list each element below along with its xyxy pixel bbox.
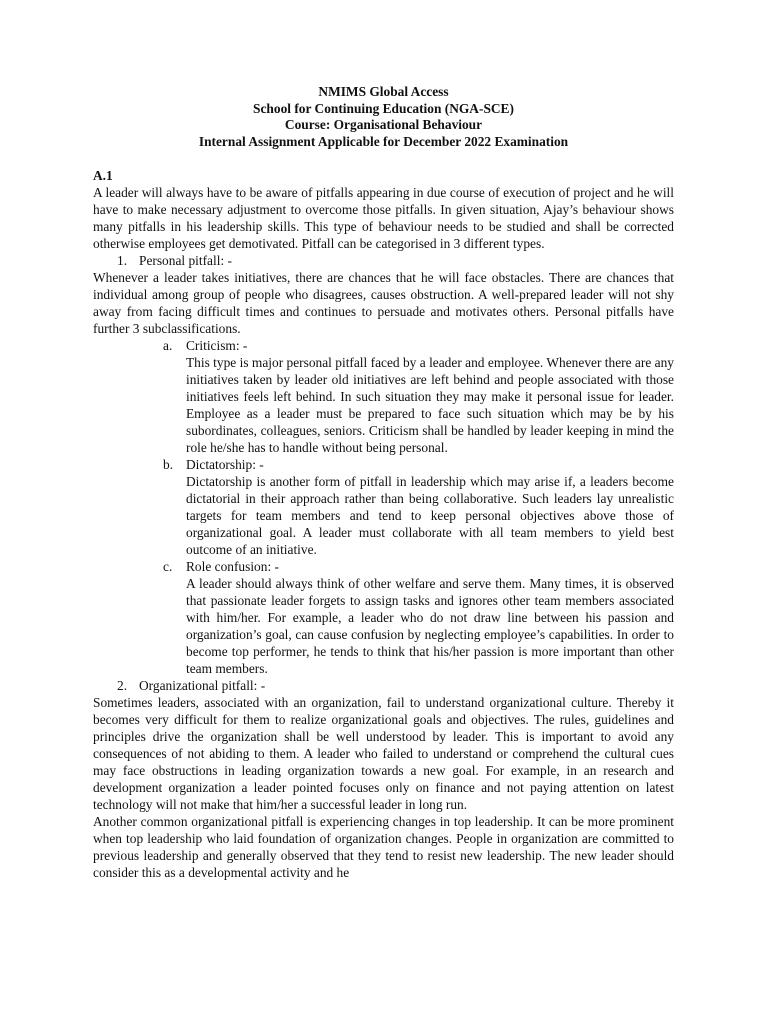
intro-paragraph: A leader will always have to be aware of pitfalls appearing in due course of execution of project and he will have to make necessary adjustment to overcome those pitfalls. In given situation, Ajay’s behaviour shows many pitfalls in his leadership skills. This type of behaviour needs to be studied and shall be corrected otherwise employees get demotivated. Pitfall can be categorised in 3 different types. [93, 185, 674, 251]
personal-pitfall-paragraph: Whenever a leader takes initiatives, there are chances that he will face obstacles. There are chances that individual among group of people who disagrees, causes obstruction. A well-prepared leader will not shy away from facing difficult times and continues to persuade and motivates others. Personal pitfalls have further 3 subclassifications. [93, 270, 674, 336]
document-header [93, 84, 674, 150]
list-label: Organizational pitfall: - [139, 678, 266, 693]
header-institution: NMIMS Global Access [318, 84, 449, 99]
subitem-letter: b. [163, 457, 174, 472]
section-title: A.1 [93, 168, 113, 183]
list-number: 1. [117, 253, 128, 268]
organizational-pitfall-paragraph-1: Sometimes leaders, associated with an organization, fail to understand organizational culture. Thereby it becomes very difficult for them to realize organizational goals and objectives. The rules, guidelines and principles drive the organization shall be well understood by leader. This is important to avoid any consequences of not abiding to them. A leader who failed to understand or comprehend the cultural cues may face obstructions in leading organization towards a new goal. For example, in an research and development organization a leader pointed focuses only on finance and not paying attention on latest technology will not make that him/her a successful leader in long run. [93, 695, 674, 812]
subitem-role-confusion [93, 558, 674, 575]
subitem-criticism [93, 337, 674, 354]
organizational-pitfall-paragraph-2: Another common organizational pitfall is experiencing changes in top leadership. It can be more prominent when top leadership who laid foundation of organization changes. People in organization are committed to previous leadership and generally observed that they tend to resist new leadership. The new leader should consider this as a developmental activity and he [93, 814, 674, 880]
role-confusion-paragraph: A leader should always think of other welfare and serve them. Many times, it is observed that passionate leader forgets to assign tasks and ignores other team members associated with him/her. For example, a leader who do not draw line between his passion and organization’s goal, can cause confusion by neglecting employee’s capabilities. In order to become top performer, he tends to think that his/her passion is more important than other team members. [186, 576, 674, 676]
subitem-label: Dictatorship: - [186, 457, 264, 472]
header-school: School for Continuing Education (NGA-SCE) [253, 100, 514, 116]
list-label: Personal pitfall: - [139, 253, 232, 268]
criticism-paragraph: This type is major personal pitfall faced by a leader and employee. Whenever there are any initiatives taken by leader old initiatives are left behind and people associated with those initiatives feels left behind. In such situation they may make it personal issue for leader. Employee as a leader must be prepared to face such situation which may be by his subordinates, colleagues, seniors. Criticism shall be handled by leader keeping in mind the role he/she has to handle without being personal. [186, 355, 674, 455]
subitem-letter: a. [163, 338, 173, 353]
header-assignment: Internal Assignment Applicable for December 2022 Examination [198, 133, 569, 149]
subitem-label: Criticism: - [186, 338, 248, 353]
subitem-dictatorship [93, 456, 674, 473]
header-course: Course: Organisational Behaviour [284, 117, 483, 132]
dictatorship-paragraph: Dictatorship is another form of pitfall in leadership which may arise if, a leaders become dictatorial in their approach rather than being collaborative. Such leaders lay unrealistic targets for team members and tend to keep personal objectives above those of organizational goal. A leader must collaborate with all team members to yield best outcome of an initiative. [186, 474, 674, 557]
subitem-label: Role confusion: - [186, 559, 279, 574]
list-item-organizational-pitfall [93, 677, 674, 694]
list-number: 2. [117, 678, 128, 693]
list-item-personal-pitfall [93, 252, 674, 269]
subitem-letter: c. [163, 559, 173, 574]
